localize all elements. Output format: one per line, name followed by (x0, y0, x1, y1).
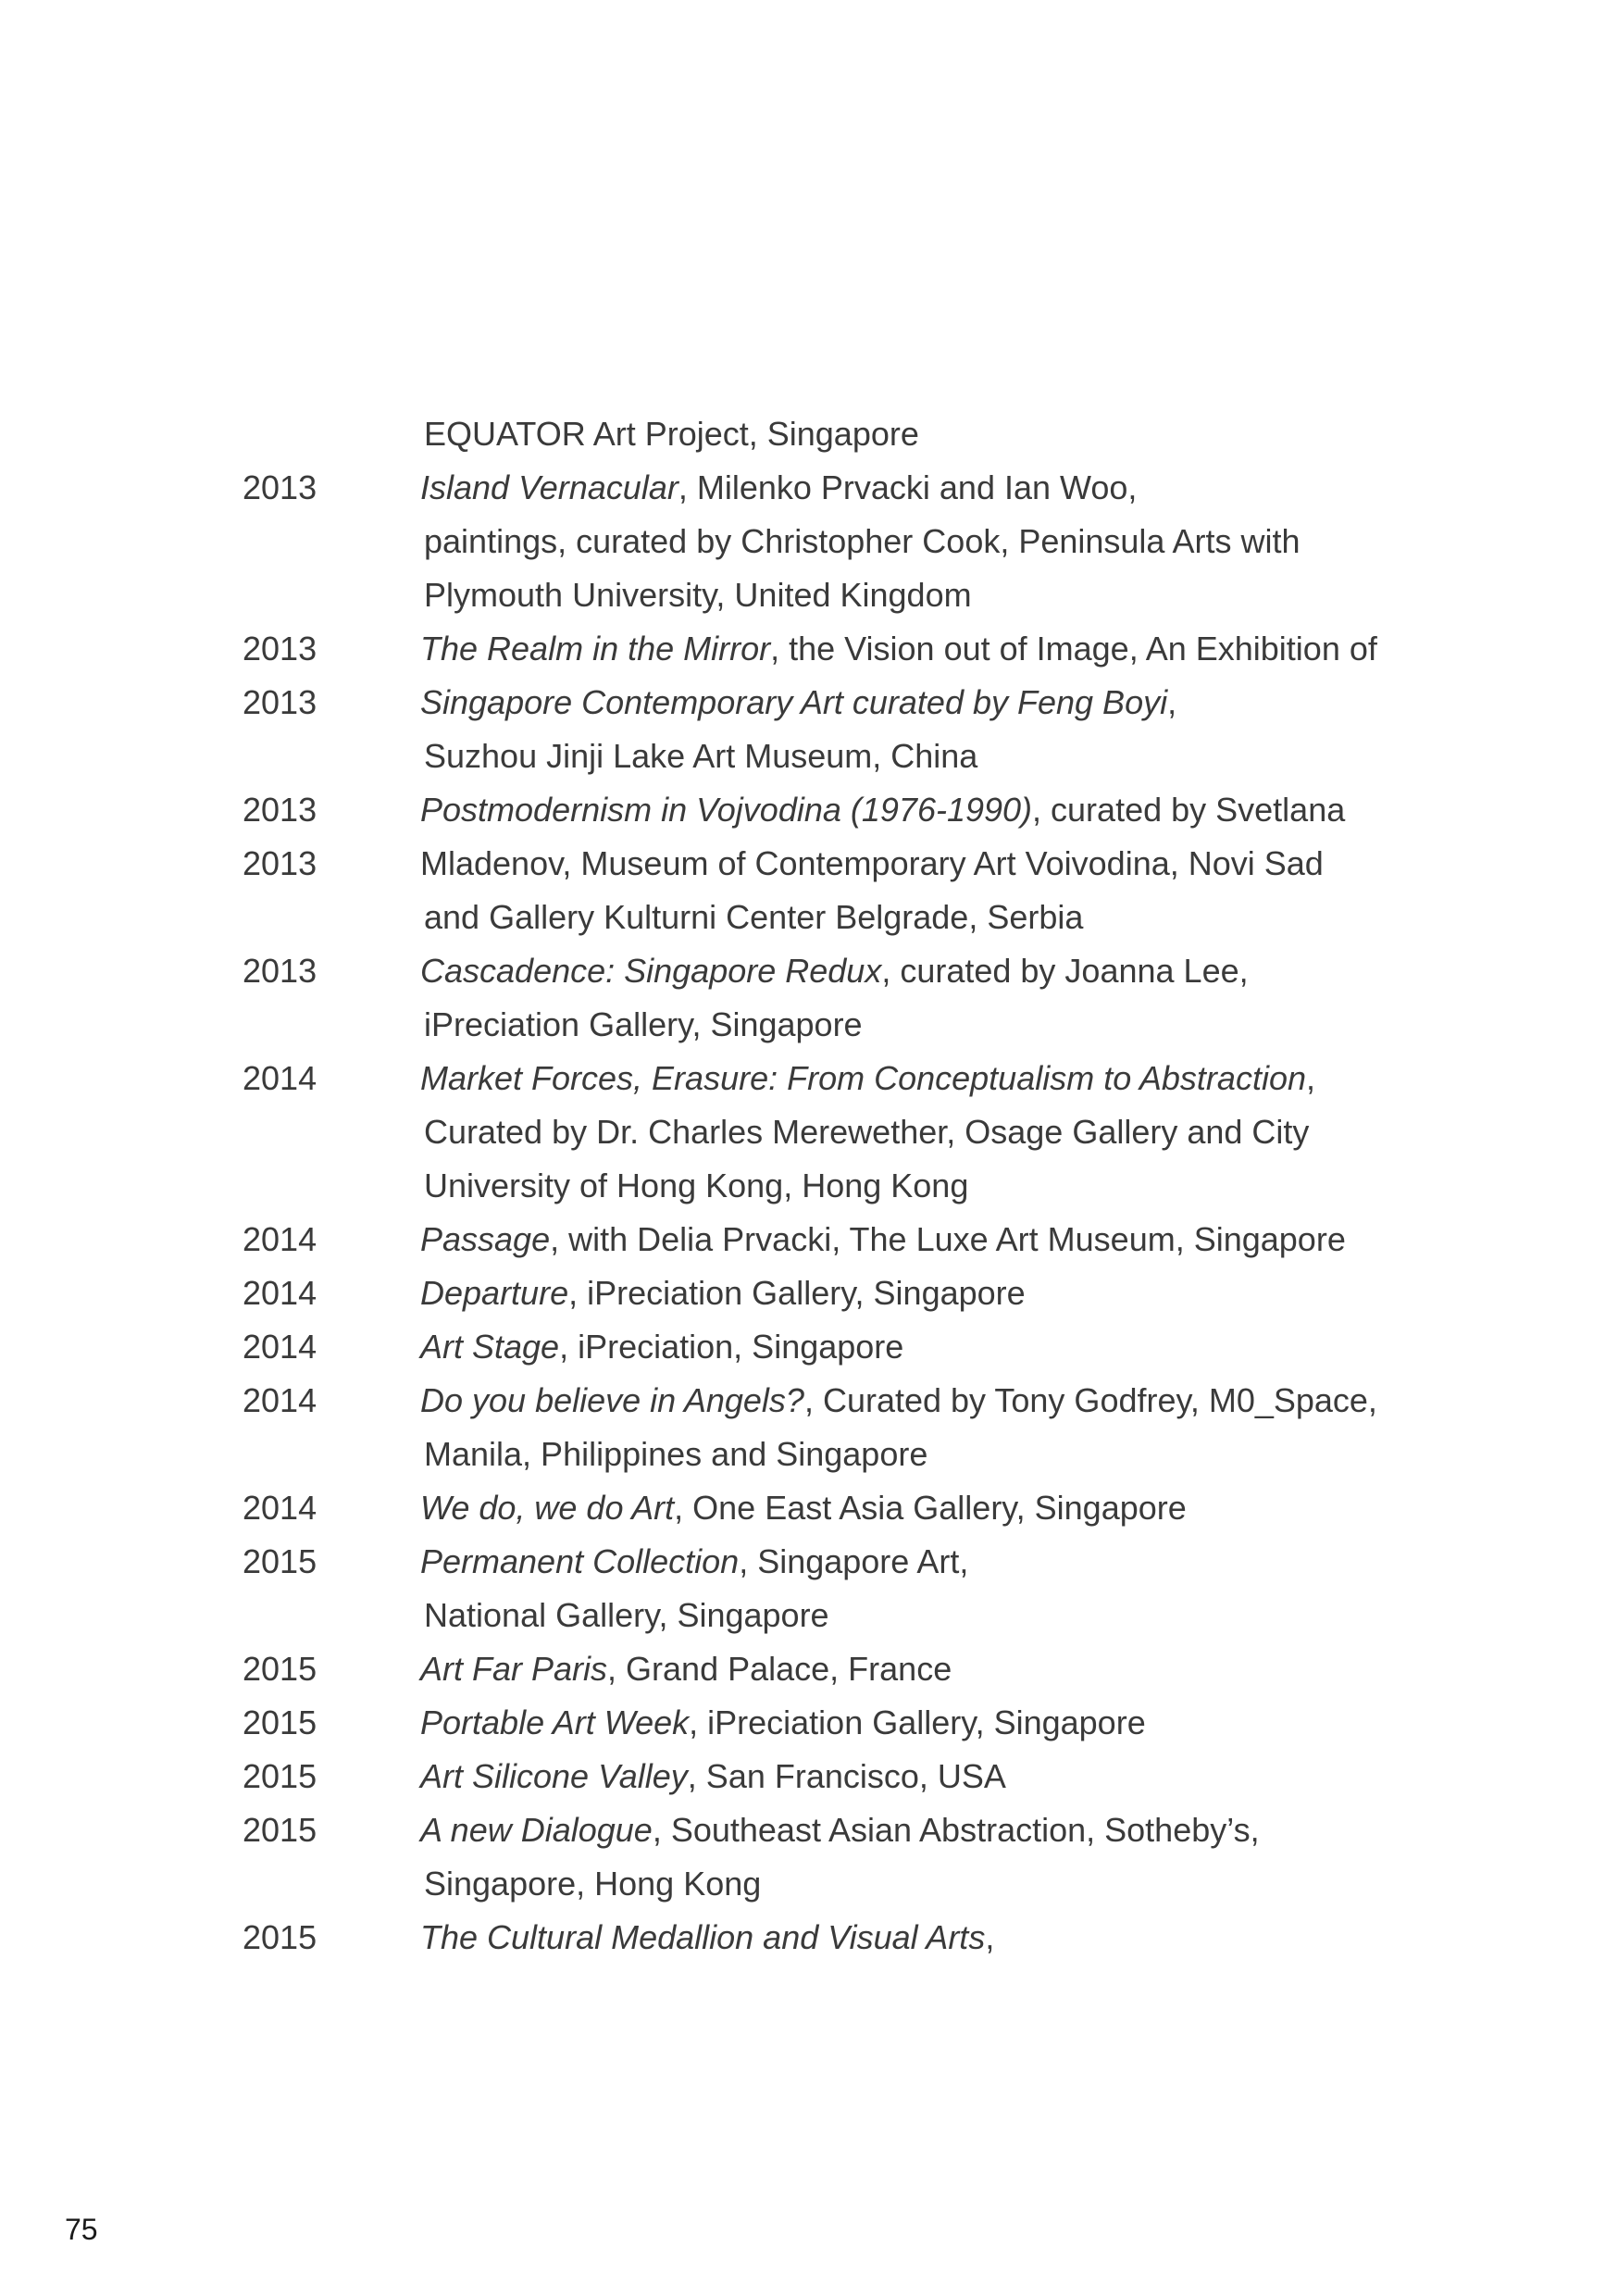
list-item (0, 568, 1618, 622)
entry-text (424, 407, 919, 461)
list-item (0, 837, 1618, 891)
entry-year: 2013 (243, 791, 317, 829)
list-item (0, 676, 1618, 730)
entry-year: 2015 (243, 1703, 317, 1741)
list-item (0, 1696, 1618, 1750)
entry-year: 2013 (243, 630, 317, 668)
entry-text (420, 783, 1345, 837)
entry-title: The Realm in the Mirror (420, 630, 771, 668)
entry-text (420, 1213, 1346, 1267)
entry-text (424, 1857, 761, 1911)
entry-detail: Suzhou Jinji Lake Art Museum, China (424, 737, 978, 775)
entry-year: 2015 (243, 1650, 317, 1688)
list-item (0, 1213, 1618, 1267)
list-item (0, 944, 1618, 998)
entry-detail: University of Hong Kong, Hong Kong (424, 1167, 969, 1204)
list-item (0, 1374, 1618, 1428)
entry-detail: Plymouth University, United Kingdom (424, 576, 972, 614)
entry-title: Permanent Collection (420, 1542, 740, 1580)
entry-year: 2015 (243, 1542, 317, 1580)
entry-detail: , iPreciation Gallery, Singapore (689, 1703, 1146, 1741)
list-item (0, 1481, 1618, 1535)
entry-year: 2014 (243, 1059, 317, 1097)
entry-text (420, 944, 1249, 998)
entry-detail: , curated by Svetlana (1032, 791, 1346, 829)
entry-text (424, 1105, 1309, 1159)
entry-year: 2014 (243, 1489, 317, 1527)
entry-year: 2014 (243, 1381, 317, 1419)
entry-year: 2014 (243, 1328, 317, 1366)
list-item (0, 515, 1618, 568)
list-item (0, 1105, 1618, 1159)
entry-title: The Cultural Medallion and Visual Arts (420, 1918, 986, 1956)
entry-detail: , (1306, 1059, 1316, 1097)
list-item (0, 1911, 1618, 1965)
entry-detail: , One East Asia Gallery, Singapore (674, 1489, 1187, 1527)
entry-text (424, 1159, 968, 1213)
entry-detail: iPreciation Gallery, Singapore (424, 1005, 863, 1043)
entry-detail: , (1167, 683, 1177, 721)
entry-title: Passage (420, 1220, 551, 1258)
entry-text (420, 461, 1137, 515)
entry-text (420, 1750, 1006, 1803)
entry-text (420, 1911, 994, 1965)
list-item (0, 1320, 1618, 1374)
entry-detail: Curated by Dr. Charles Merewether, Osage Gallery and City (424, 1113, 1310, 1151)
list-item (0, 1750, 1618, 1803)
entry-detail: , Singapore Art, (739, 1542, 969, 1580)
entry-year: 2014 (243, 1274, 317, 1312)
entry-text (420, 837, 1324, 891)
list-item (0, 1642, 1618, 1696)
entry-detail: , Milenko Prvacki and Ian Woo, (678, 468, 1138, 506)
entry-text (424, 1589, 829, 1642)
entry-title: We do, we do Art (420, 1489, 675, 1527)
entry-detail: , iPreciation, Singapore (559, 1328, 904, 1366)
entry-text (420, 622, 1377, 676)
list-item (0, 1857, 1618, 1911)
entry-title: Departure (420, 1274, 569, 1312)
entry-title: Market Forces, Erasure: From Conceptualism to Abstraction (420, 1059, 1306, 1097)
entry-title: Art Far Paris (420, 1650, 608, 1688)
entry-year: 2013 (243, 952, 317, 990)
entry-text (424, 515, 1301, 568)
entry-detail: , iPreciation Gallery, Singapore (568, 1274, 1026, 1312)
entry-text (424, 1428, 927, 1481)
entry-year: 2015 (243, 1811, 317, 1849)
entry-detail: , (985, 1918, 995, 1956)
entry-detail: , with Delia Prvacki, The Luxe Art Museum, Singapore (550, 1220, 1346, 1258)
entry-text (420, 676, 1176, 730)
entry-title: Cascadence: Singapore Redux (420, 952, 882, 990)
list-item (0, 1428, 1618, 1481)
list-item (0, 891, 1618, 944)
entry-detail: EQUATOR Art Project, Singapore (424, 415, 919, 453)
entry-detail: , curated by Joanna Lee, (881, 952, 1249, 990)
entry-text (420, 1481, 1187, 1535)
list-item (0, 1589, 1618, 1642)
entry-detail: Singapore, Hong Kong (424, 1865, 762, 1903)
entry-title: Portable Art Week (420, 1703, 690, 1741)
entry-text (420, 1374, 1377, 1428)
entry-title: Art Stage (420, 1328, 560, 1366)
entry-text (420, 1535, 968, 1589)
entry-text (420, 1267, 1026, 1320)
entry-detail: , San Francisco, USA (687, 1757, 1006, 1795)
entry-text (424, 568, 972, 622)
entry-year: 2013 (243, 844, 317, 882)
entry-year: 2015 (243, 1918, 317, 1956)
entry-year: 2013 (243, 468, 317, 506)
entry-detail: and Gallery Kulturni Center Belgrade, Serbia (424, 898, 1084, 936)
entry-year: 2013 (243, 683, 317, 721)
list-item (0, 730, 1618, 783)
page-number: 75 (65, 2213, 98, 2246)
list-item (0, 1803, 1618, 1857)
entry-text (420, 1052, 1315, 1105)
list-item (0, 461, 1618, 515)
entry-text (424, 730, 977, 783)
entry-title: Postmodernism in Vojvodina (1976-1990) (420, 791, 1033, 829)
entry-detail: National Gallery, Singapore (424, 1596, 829, 1634)
entry-detail: , the Vision out of Image, An Exhibition of (770, 630, 1377, 668)
list-item (0, 1267, 1618, 1320)
entry-title: Singapore Contemporary Art curated by Feng Boyi (420, 683, 1168, 721)
list-item (0, 998, 1618, 1052)
list-item (0, 1052, 1618, 1105)
entry-title: Do you believe in Angels? (420, 1381, 804, 1419)
entry-year: 2015 (243, 1757, 317, 1795)
entry-detail: , Grand Palace, France (607, 1650, 952, 1688)
entry-text (420, 1642, 952, 1696)
entry-text (424, 998, 863, 1052)
entry-title: Art Silicone Valley (420, 1757, 688, 1795)
entry-detail: paintings, curated by Christopher Cook, Peninsula Arts with (424, 522, 1301, 560)
entry-detail: , Curated by Tony Godfrey, M0_Space, (803, 1381, 1377, 1419)
list-item (0, 407, 1618, 461)
list-item (0, 1535, 1618, 1589)
entry-text (424, 891, 1083, 944)
list-item (0, 783, 1618, 837)
list-item (0, 1159, 1618, 1213)
entry-title: Island Vernacular (420, 468, 678, 506)
list-item (0, 622, 1618, 676)
entry-detail: Mladenov, Museum of Contemporary Art Voivodina, Novi Sad (420, 844, 1324, 882)
entry-text (420, 1320, 903, 1374)
entry-detail: Manila, Philippines and Singapore (424, 1435, 928, 1473)
entry-title: A new Dialogue (420, 1811, 653, 1849)
entry-text (420, 1696, 1146, 1750)
entry-year: 2014 (243, 1220, 317, 1258)
entry-detail: , Southeast Asian Abstraction, Sotheby’s, (652, 1811, 1260, 1849)
entry-text (420, 1803, 1260, 1857)
